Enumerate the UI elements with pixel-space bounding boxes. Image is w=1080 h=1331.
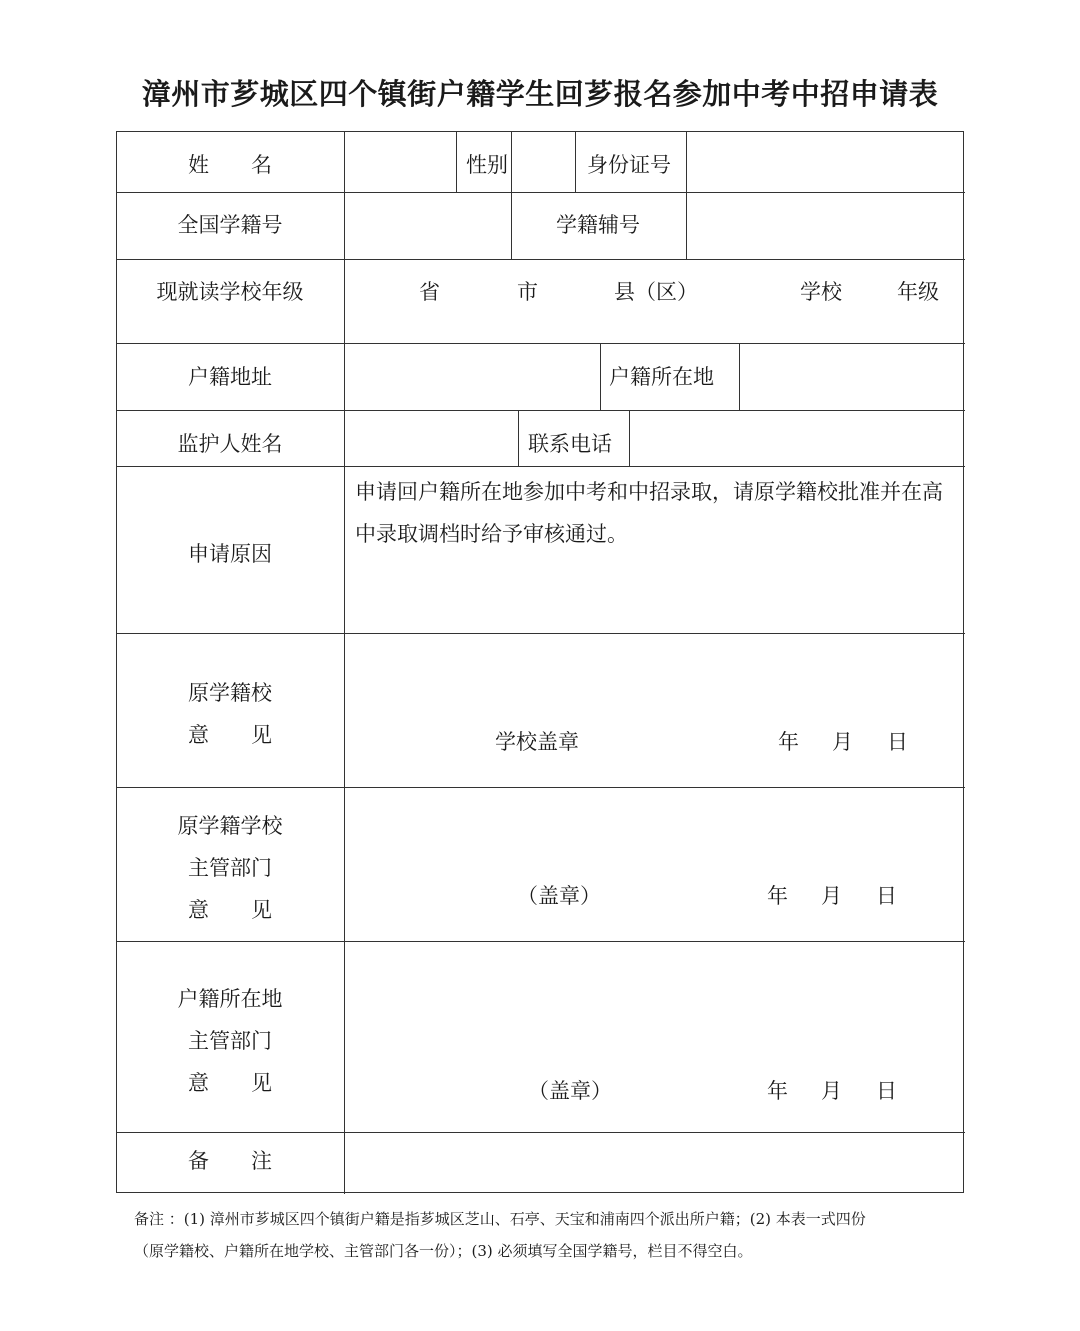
household-dept-opinion-label-2: 主管部门 — [188, 1029, 272, 1053]
name-label: 姓 名 — [188, 153, 272, 177]
orig-school-opinion-label-2: 意 见 — [188, 723, 272, 747]
household-location-label: 户籍所在地 — [609, 365, 714, 389]
month-label: 月 — [832, 730, 853, 754]
remarks-input[interactable] — [343, 1133, 962, 1191]
row-divider — [117, 466, 965, 467]
guardian-name-input[interactable] — [343, 411, 516, 464]
reason-label: 申请原因 — [188, 542, 272, 566]
household-location-input[interactable] — [740, 344, 962, 408]
student-number-input[interactable] — [343, 192, 509, 256]
school-label: 学校 — [800, 280, 842, 304]
student-aux-number-input[interactable] — [686, 192, 962, 256]
form-title: 漳州市芗城区四个镇街户籍学生回芗报名参加中考中招申请表 — [141, 77, 939, 111]
row-divider — [117, 941, 965, 942]
id-number-label: 身份证号 — [587, 153, 671, 177]
guardian-name-label: 监护人姓名 — [177, 432, 283, 456]
day-label: 日 — [876, 1079, 897, 1103]
name-input[interactable] — [343, 135, 454, 191]
orig-dept-opinion-label-1: 原学籍学校 — [177, 814, 283, 838]
household-address-label: 户籍地址 — [188, 365, 272, 389]
county-label: 县（区） — [614, 280, 698, 304]
gender-input[interactable] — [511, 135, 574, 191]
cell-divider — [600, 343, 601, 410]
contact-phone-label: 联系电话 — [528, 432, 612, 456]
year-label: 年 — [767, 1079, 788, 1103]
row-divider — [117, 259, 965, 260]
current-school-grade-label: 现就读学校年级 — [156, 280, 304, 304]
remarks-label: 备 注 — [188, 1149, 272, 1173]
cell-divider — [575, 132, 576, 192]
city-label: 市 — [517, 280, 538, 304]
school-seal-label: 学校盖章 — [495, 730, 579, 754]
label-column-divider — [344, 132, 345, 1194]
student-aux-number-label: 学籍辅号 — [556, 213, 640, 237]
row-divider — [117, 787, 965, 788]
footnote-line-2: （原学籍校、户籍所在地学校、主管部门各一份）；(3) 必须填写全国学籍号，栏目不得空白。 — [134, 1242, 753, 1260]
household-dept-opinion-label-1: 户籍所在地 — [177, 987, 283, 1011]
day-label: 日 — [876, 884, 897, 908]
id-number-input[interactable] — [686, 135, 962, 191]
gender-label: 性别 — [466, 153, 508, 177]
household-dept-opinion-label-3: 意 见 — [188, 1071, 272, 1095]
orig-dept-opinion-label-2: 主管部门 — [188, 856, 272, 880]
household-address-input[interactable] — [343, 344, 597, 408]
seal-label: （盖章） — [528, 1079, 612, 1103]
seal-label: （盖章） — [517, 884, 601, 908]
orig-dept-opinion-label-3: 意 见 — [188, 898, 272, 922]
footnote-line-1: 备注 ：(1) 漳州市芗城区四个镇街户籍是指芗城区芝山、石亭、天宝和浦南四个派出所户籍；(2) 本表一式四份 — [134, 1210, 866, 1228]
footnote — [134, 1203, 974, 1267]
row-divider — [117, 633, 965, 634]
cell-divider — [518, 410, 519, 466]
orig-school-opinion-label-1: 原学籍校 — [188, 681, 272, 705]
month-label: 月 — [821, 1079, 842, 1103]
month-label: 月 — [821, 884, 842, 908]
reason-text: 申请回户籍所在地参加中考和中招录取，请原学籍校批准并在高中录取调档时给予审核通过。 — [355, 480, 943, 546]
province-label: 省 — [419, 280, 440, 304]
year-label: 年 — [767, 884, 788, 908]
student-number-label: 全国学籍号 — [177, 213, 283, 237]
cell-divider — [456, 132, 457, 192]
day-label: 日 — [887, 730, 908, 754]
year-label: 年 — [778, 730, 799, 754]
contact-phone-input[interactable] — [629, 411, 962, 464]
grade-label: 年级 — [897, 280, 939, 304]
